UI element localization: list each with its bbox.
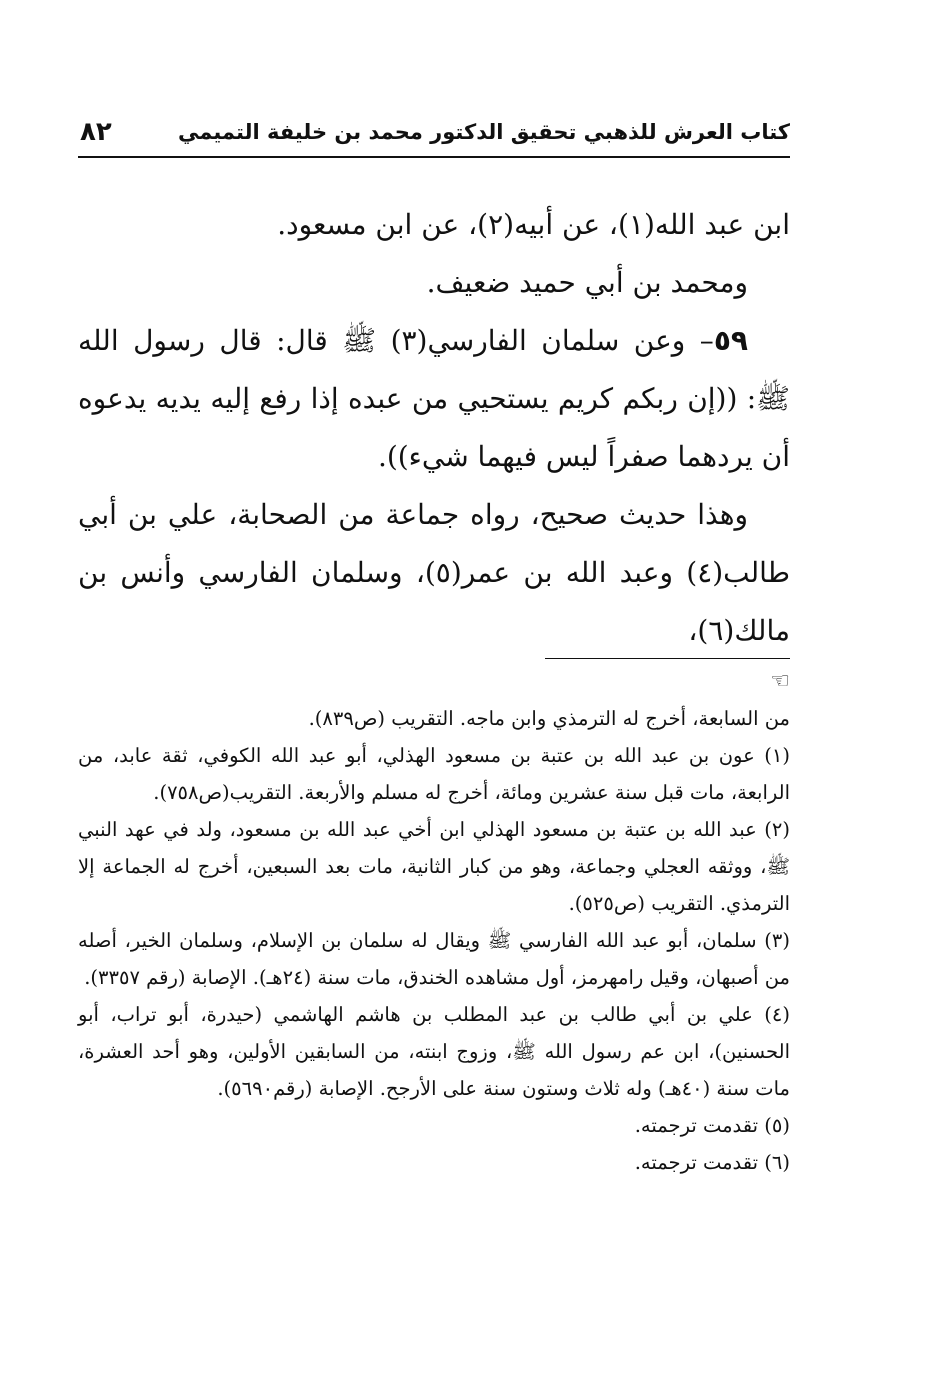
header-rule [78, 156, 790, 158]
main-paragraph: وهذا حديث صحيح، رواه جماعة من الصحابة، علي بن أبي طالب(٤) وعبد الله بن عمر(٥)، وسلمان الفارسي وأنس بن مالك(٦)، [78, 498, 790, 647]
hadith-text: – وعن سلمان الفارسي(٣) ﷺ قال: قال رسول الله ﷺ: ((إن ربكم كريم يستحيي من عبده إذا رفع إليه يديه يدعوه أن يردهما صفراً ليس فيهما شيء)). [78, 324, 790, 473]
hadith-paragraph [78, 312, 790, 486]
main-text [78, 196, 790, 660]
footnote-6: (٦) تقدمت ترجمته. [634, 1151, 790, 1174]
pointing-hand-icon: ☜ [770, 669, 790, 694]
footnote-continuation: من السابعة، أخرج له الترمذي وابن ماجه. التقريب (ص٨٣٩). [308, 707, 790, 730]
footnotes [78, 700, 790, 1181]
footnote-separator [545, 658, 790, 659]
running-title: كتاب العرش للذهبي تحقيق الدكتور محمد بن خليفة التميمي [178, 120, 790, 144]
page-number: ٨٢ [80, 117, 112, 147]
page-header [80, 112, 790, 152]
footnote-4: (٤) علي بن أبي طالب بن عبد المطلب بن هاشم الهاشمي (حيدرة، أبو تراب، أبو الحسنين)، ابن عم رسول الله ﷺ، وزوج ابنته، من السابقين الأولين، وهو أحد العشرة، مات سنة (٤٠هـ) وله ثلاث وستون سنة على الأرجح. الإصابة (رقم٥٦٩٠). [78, 1003, 790, 1100]
footnote-5: (٥) تقدمت ترجمته. [634, 1114, 790, 1137]
footnote-3: (٣) سلمان، أبو عبد الله الفارسي ﷺ ويقال له سلمان بن الإسلام، وسلمان الخير، أصله من أصبهان، وقيل رامهرمز، أول مشاهده الخندق، مات سنة (٢٤هـ). الإصابة (رقم ٣٣٥٧). [78, 929, 790, 989]
main-paragraph: ابن عبد الله(١)، عن أبيه(٢)، عن ابن مسعود. [277, 208, 790, 241]
footnote-1: (١) عون بن عبد الله بن عتبة بن مسعود الهذلي، أبو عبد الله الكوفي، ثقة عابد، من الرابعة، مات قبل سنة عشرين ومائة، أخرج له مسلم والأربعة. التقريب(ص٧٥٨). [78, 744, 790, 804]
footnote-2: (٢) عبد الله بن عتبة بن مسعود الهذلي ابن أخي عبد الله بن مسعود، ولد في عهد النبي ﷺ، ووثقه العجلي وجماعة، وهو من كبار الثانية، مات بعد السبعين، أخرج له الجماعة إلا الترمذي. التقريب (ص٥٢٥). [78, 818, 790, 915]
main-paragraph: ومحمد بن أبي حميد ضعيف. [426, 266, 748, 299]
hadith-number: ٥٩ [713, 324, 748, 357]
